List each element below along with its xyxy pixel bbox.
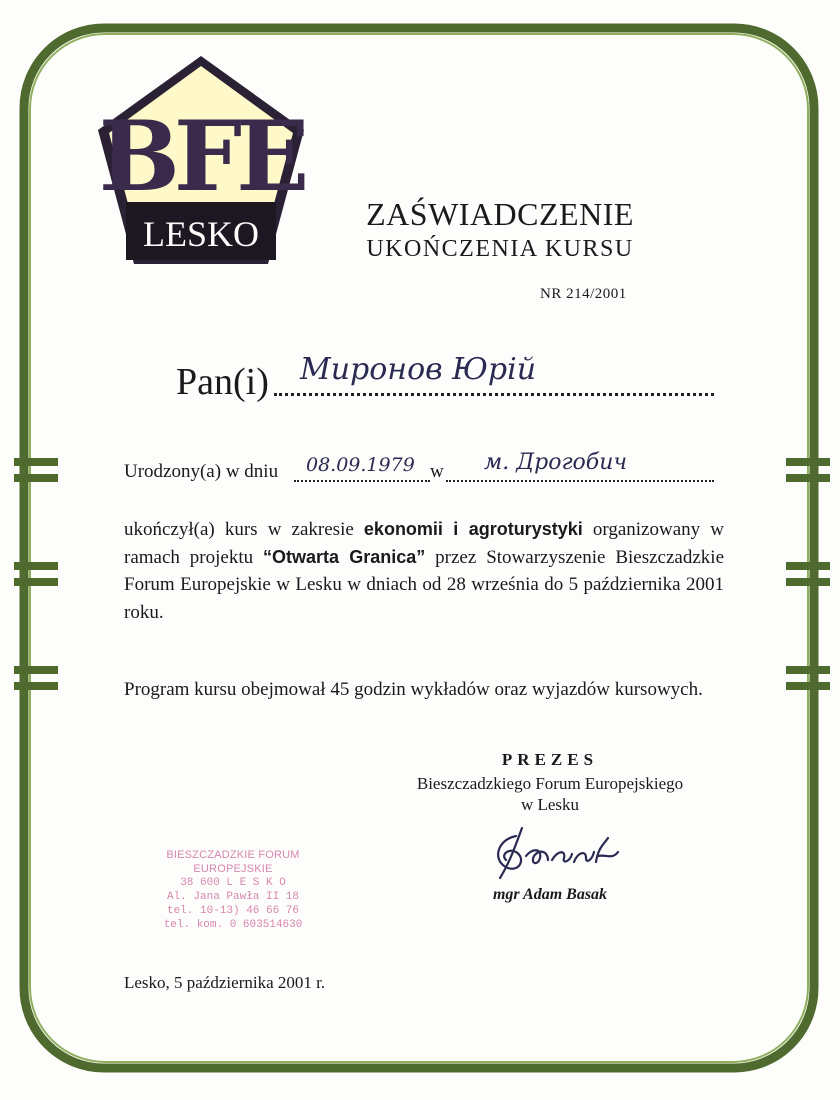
- logo-letters: BFE: [98, 100, 304, 213]
- course-text-a: ukończył(a) kurs w zakresie: [124, 519, 354, 540]
- certificate-subtitle: UKOŃCZENIA KURSU: [366, 236, 634, 262]
- birth-date-label: Urodzony(a) w dniu: [124, 461, 279, 482]
- signatory-title: PREZES: [501, 750, 599, 769]
- organization-stamp: [126, 848, 340, 932]
- course-subject: ekonomii i agroturystyki: [363, 519, 583, 539]
- course-text-c: przez Stowarzyszenie Bieszczadzkie Forum Europejskie w Lesku w dniach od 28 września do 5 października 2001 roku.: [124, 546, 724, 623]
- recipient-dotted-line: [274, 393, 714, 396]
- stamp-line: tel. 10-13) 46 66 76: [166, 905, 300, 917]
- birth-date: 08.09.1979: [306, 454, 415, 476]
- signatory-org-line-2: w Lesku: [520, 795, 580, 814]
- bfe-lesko-logo: [92, 52, 310, 270]
- stamp-line: Al. Jana Pawła II 18: [166, 891, 300, 903]
- signatory-org-line-1: Bieszczadzkiego Forum Europejskiego: [416, 774, 684, 793]
- logo-city: LESKO: [143, 214, 259, 254]
- project-name: “Otwarta Granica”: [263, 546, 426, 567]
- recipient-name: Миронов Юрій: [300, 352, 537, 387]
- course-description: [124, 516, 724, 626]
- stamp-line: BIESZCZADZKIE FORUM EUROPEJSKIE: [166, 849, 300, 875]
- recipient-label: Pan(i): [176, 361, 269, 403]
- certificate-number: NR 214/2001: [540, 286, 627, 302]
- birth-place-label: w: [430, 461, 444, 482]
- stamp-line: 38 600 L E S K O: [180, 877, 286, 889]
- certificate-title: ZAŚWIADCZENIE: [366, 196, 634, 232]
- stamp-line: tel. kom. 0 603514630: [163, 919, 303, 931]
- course-text-b: organizowany w ramach projektu: [124, 519, 724, 568]
- handwritten-signature: [486, 818, 626, 882]
- birth-place-dotted-line: [446, 480, 714, 482]
- birth-place: м. Дрогобич: [484, 450, 628, 475]
- issue-place-date: Lesko, 5 października 2001 r.: [124, 973, 326, 992]
- birth-date-dotted-line: [294, 480, 430, 482]
- program-description: Program kursu obejmował 45 godzin wykładów oraz wyjazdów kursowych.: [124, 679, 703, 700]
- signatory-name: mgr Adam Basak: [492, 886, 608, 903]
